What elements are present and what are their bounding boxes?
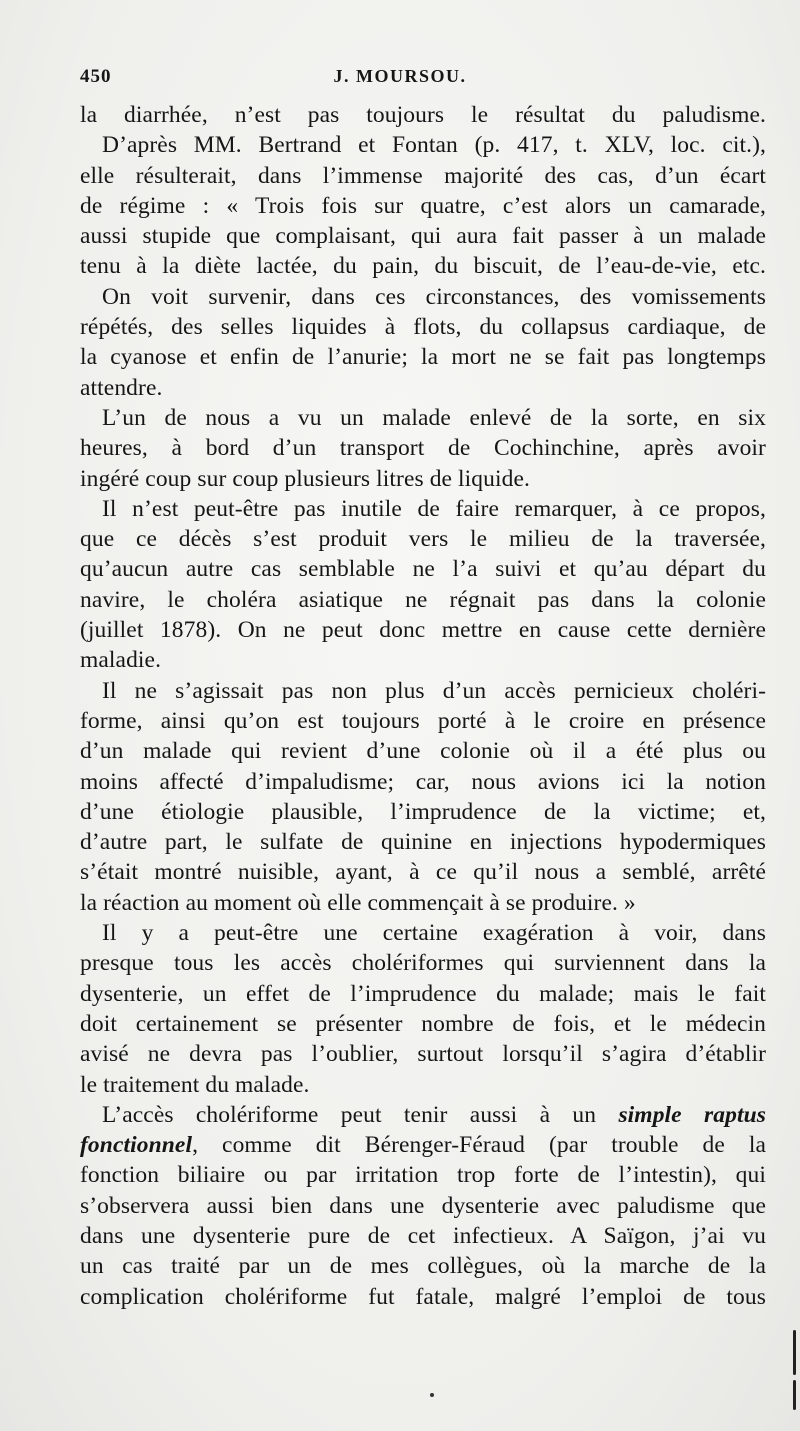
text-line: d’autre part, le sulfate de quinine en injections hypodermiques xyxy=(80,829,766,856)
text-line: aussi stupide que complaisant, qui aura fait passer à un malade xyxy=(80,223,766,250)
running-head: J. MOURSOU. xyxy=(333,66,467,86)
text-line: On voit survenir, dans ces circonstances, des vomissements xyxy=(102,283,766,310)
text-line: fonction biliaire ou par irritation trop forte de l’intestin), qui xyxy=(80,1162,766,1189)
text-line: d’un malade qui revient d’une colonie où il a été plus ou xyxy=(80,738,766,765)
text-line: complication cholériforme fut fatale, malgré l’emploi de tous xyxy=(80,1283,766,1310)
text-line: s’observera aussi bien dans une dysenterie avec paludisme que xyxy=(80,1192,766,1219)
text-line: que ce décès s’est produit vers le milieu de la traversée, xyxy=(80,526,766,553)
text-line: la diarrhée, n’est pas toujours le résultat du paludisme. xyxy=(80,102,766,128)
text-line: D’après MM. Bertrand et Fontan (p. 417, t. XLV, loc. cit.), xyxy=(102,132,766,159)
text-line: la cyanose et enfin de l’anurie; la mort ne se fait pas longtemps xyxy=(80,344,766,371)
page-header xyxy=(80,66,720,94)
page-edge-mark xyxy=(793,1380,796,1410)
text-line: Il n’est peut-être pas inutile de faire remarquer, à ce propos, xyxy=(102,495,766,522)
text-line: ingéré coup sur coup plusieurs litres de liquide. xyxy=(80,465,530,492)
text-line: qu’aucun autre cas semblable ne l’a suivi et qu’au départ du xyxy=(80,556,766,583)
text-line: elle résulterait, dans l’immense majorité des cas, d’un écart xyxy=(80,162,766,189)
page-edge-mark xyxy=(793,1330,796,1375)
text-line: de régime : « Trois fois sur quatre, c’est alors un camarade, xyxy=(80,192,766,219)
text-line: tenu à la diète lactée, du pain, du biscuit, de l’eau-de-vie, etc. xyxy=(80,253,766,280)
body-text xyxy=(80,100,766,1312)
text-line: fonctionnel, comme dit Bérenger-Féraud (par trouble de la xyxy=(80,1132,766,1159)
text-line: L’un de nous a vu un malade enlevé de la sorte, en six xyxy=(102,404,766,431)
text-line: attendre. xyxy=(80,374,163,401)
page-number: 450 xyxy=(80,66,112,87)
text-line: d’une étiologie plausible, l’imprudence de la victime; et, xyxy=(80,798,766,825)
text-line: un cas traité par un de mes collègues, où la marche de la xyxy=(80,1253,766,1280)
text-line: dysenterie, un effet de l’imprudence du malade; mais le fait xyxy=(80,980,766,1007)
text-line: (juillet 1878). On ne peut donc mettre en cause cette dernière xyxy=(80,617,766,644)
text-line: navire, le choléra asiatique ne régnait pas dans la colonie xyxy=(80,586,766,613)
text-line: Il y a peut-être une certaine exagération à voir, dans xyxy=(102,920,766,947)
text-line: maladie. xyxy=(80,647,162,674)
text-line: avisé ne devra pas l’oublier, surtout lorsqu’il s’agira d’établir xyxy=(80,1041,766,1068)
text-line: dans une dysenterie pure de cet infectieux. A Saïgon, j’ai vu xyxy=(80,1222,766,1249)
text-line: presque tous les accès cholériformes qui surviennent dans la xyxy=(80,950,766,977)
text-line: la réaction au moment où elle commençait à se produire. » xyxy=(80,889,636,916)
text-line: doit certainement se présenter nombre de fois, et le médecin xyxy=(80,1010,766,1037)
text-line: moins affecté d’impaludisme; car, nous avions ici la notion xyxy=(80,768,766,795)
ink-speck xyxy=(430,1393,434,1397)
text-line: répétés, des selles liquides à flots, du collapsus cardiaque, de xyxy=(80,314,766,341)
text-line: Il ne s’agissait pas non plus d’un accès pernicieux choléri- xyxy=(102,677,766,704)
text-line: s’était montré nuisible, ayant, à ce qu’il nous a semblé, arrêté xyxy=(80,859,766,886)
text-line: forme, ainsi qu’on est toujours porté à le croire en présence xyxy=(80,707,766,734)
text-line: L’accès cholériforme peut tenir aussi à un simple raptus xyxy=(102,1101,766,1128)
text-line: le traitement du malade. xyxy=(80,1071,310,1098)
text-line: heures, à bord d’un transport de Cochinchine, après avoir xyxy=(80,435,766,462)
